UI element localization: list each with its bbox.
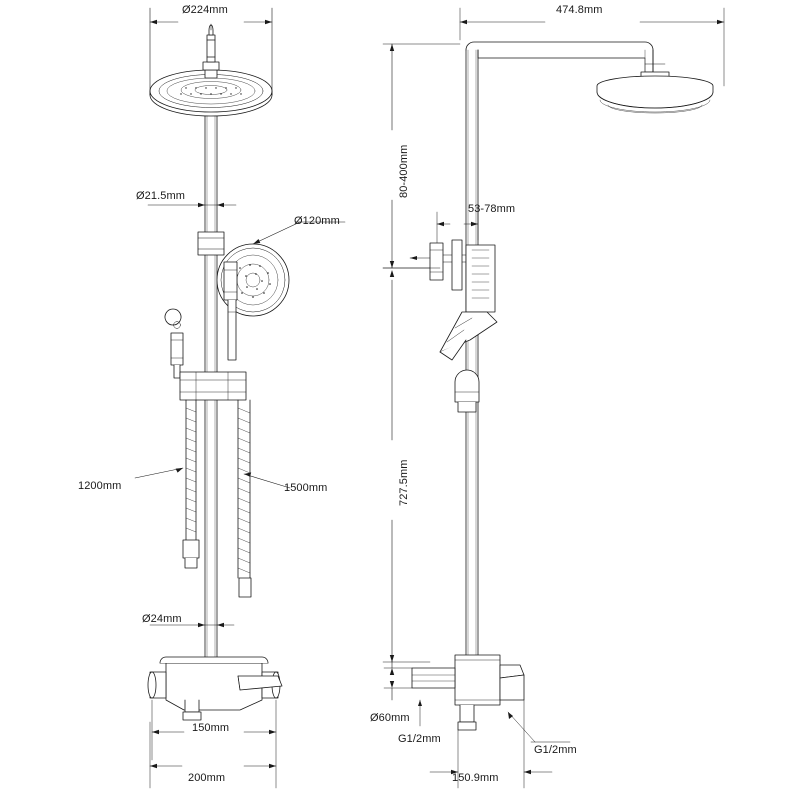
front-view-group — [135, 8, 345, 788]
dim-riser-lower-diameter: Ø24mm — [142, 613, 182, 625]
dim-base-depth: 150.9mm — [452, 772, 499, 784]
dim-outlet-diameter: Ø60mm — [370, 712, 410, 724]
dim-head-height-range: 80-400mm — [398, 144, 410, 198]
dim-hose-length-long: 1500mm — [284, 482, 328, 494]
dim-hand-shower-diameter: Ø120mm — [294, 215, 340, 227]
dim-riser-height: 727.5mm — [398, 459, 410, 506]
dim-arm-projection: 474.8mm — [556, 4, 603, 16]
dim-mixer-center-distance: 150mm — [192, 722, 230, 734]
dim-riser-pipe-diameter: Ø21.5mm — [136, 190, 185, 202]
dim-hose-length-short: 1200mm — [78, 480, 122, 492]
dim-rain-head-diameter: Ø224mm — [182, 4, 228, 16]
dim-mixer-total-width: 200mm — [188, 772, 226, 784]
dim-bracket-projection: 53-78mm — [468, 203, 516, 215]
dim-inlet-thread-left: G1/2mm — [398, 733, 441, 745]
dim-inlet-thread-right: G1/2mm — [534, 744, 577, 756]
side-view-group — [383, 8, 724, 788]
